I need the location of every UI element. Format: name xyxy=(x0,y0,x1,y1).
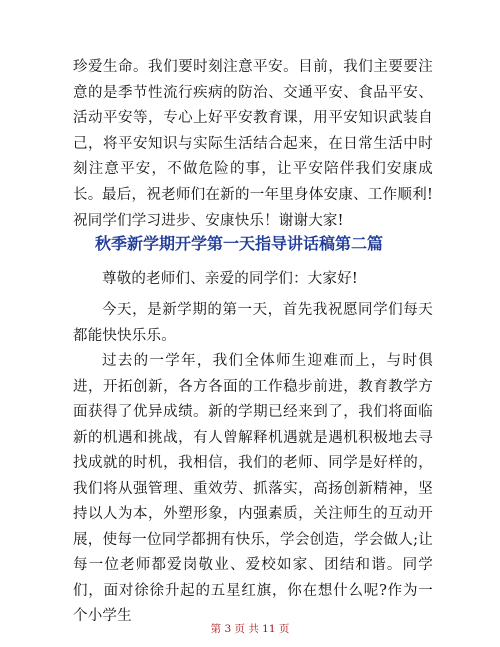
page-number: 第 3 页 共 11 页 xyxy=(210,623,290,635)
intro-paragraph: 今天，是新学期的第一天，首先我祝愿同学们每天都能快快乐乐。 xyxy=(73,302,433,344)
body-paragraph: 过去的一学年，我们全体师生迎难而上，与时俱进，开拓创新，各方各面的工作稳步前进，教育教学方面获得了优异成绩。新的学期已经来到了，我们将面临新的机遇和挑战，有人曾解释机遇就是遇机积极地去寻找成就的时机，我相信，我们的老师、同学是好样的，我们将从强管理、重效劳、抓落实，高扬创新精神，坚持以人为本，外塑形象，内强素质，关注师生的互动开展，使每一位同学都拥有快乐，学会创造，学会做人;让每一位老师都爱岗敬业、爱校如家、团结和谐。同学们，面对徐徐升起的五星红旗，你在想什么呢?作为一个小学生 xyxy=(73,353,433,624)
body-paragraph: 珍爱生命。我们要时刻注意平安。目前，我们主要要注意的是季节性流行疾病的防治、交通平安、食品平安、活动平安等，专心上好平安教育课，用平安知识武装自己，将平安知识与实际生活结合起来，在日常生活中时刻注意平安，不做危险的事，让平安陪伴我们安康成长。 xyxy=(73,59,433,203)
closing-paragraph: 最后，祝老师们在新的一年里身体安康、工作顺利!祝同学们学习进步、安康快乐！谢谢大家! xyxy=(73,187,433,229)
section-heading: 秋季新学期开学第一天指导讲话稿第二篇 xyxy=(95,234,384,253)
greeting-paragraph: 尊敬的老师们、亲爱的同学们：大家好! xyxy=(102,271,358,287)
